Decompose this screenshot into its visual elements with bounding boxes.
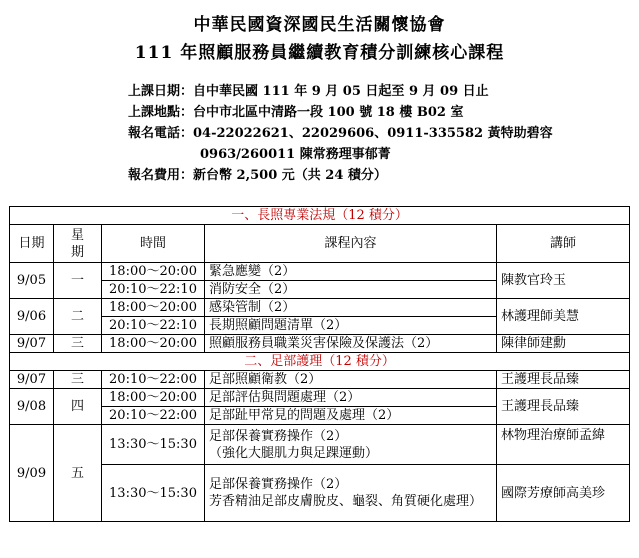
header-content: 課程內容 bbox=[205, 225, 497, 263]
row-content-line: （強化大腿肌力與足踝運動） bbox=[209, 445, 379, 461]
row-date: 9/09 bbox=[10, 425, 54, 522]
header-time: 時間 bbox=[102, 225, 205, 263]
row-weekday: 三 bbox=[54, 371, 102, 389]
row-date: 9/08 bbox=[10, 389, 54, 425]
section-title-long-term-care: 一、長照專業法規（12 積分） bbox=[10, 207, 630, 225]
row-weekday: 四 bbox=[54, 389, 102, 425]
schedule-table bbox=[9, 206, 630, 522]
row-content bbox=[205, 465, 497, 522]
table-row bbox=[10, 425, 630, 465]
course-dates: 上課日期：自中華民國 111 年 9 月 05 日起至 9 月 09 日止 bbox=[128, 84, 489, 99]
row-time: 13:30～15:30 bbox=[102, 465, 205, 522]
row-time: 13:30～15:30 bbox=[102, 425, 205, 465]
row-date: 9/06 bbox=[10, 299, 54, 335]
row-date: 9/07 bbox=[10, 335, 54, 353]
organization-title: 中華民國資深國民生活關懷協會 bbox=[193, 15, 446, 35]
row-weekday: 五 bbox=[54, 425, 102, 522]
row-teacher: 林物理治療師孟緯 bbox=[497, 425, 630, 465]
row-teacher: 陳教官玲玉 bbox=[497, 263, 630, 299]
row-time: 18:00～20:00 bbox=[102, 299, 205, 317]
row-content: 足部照顧衛教（2） bbox=[205, 371, 497, 389]
table-row bbox=[10, 335, 630, 353]
row-weekday: 三 bbox=[54, 335, 102, 353]
table-row bbox=[10, 299, 630, 317]
row-content: 感染管制（2） bbox=[205, 299, 497, 317]
row-weekday: 一 bbox=[54, 263, 102, 299]
row-teacher: 王護理長品臻 bbox=[497, 389, 630, 425]
registration-phone: 報名電話：04-22022621、22029606、0911-335582 黃特助碧容 bbox=[128, 126, 553, 141]
row-teacher: 陳律師建勳 bbox=[497, 335, 630, 353]
registration-phone-2: 0963/260011 陳常務理事郁菁 bbox=[200, 147, 391, 162]
row-content bbox=[205, 425, 497, 465]
section-title-foot-care: 二、足部護理（12 積分） bbox=[10, 353, 630, 371]
row-time: 20:10～22:00 bbox=[102, 371, 205, 389]
row-content: 緊急應變（2） bbox=[205, 263, 497, 281]
row-time: 18:00～20:00 bbox=[102, 263, 205, 281]
row-time: 20:10～22:00 bbox=[102, 407, 205, 425]
table-row bbox=[10, 263, 630, 281]
header-teacher: 講師 bbox=[497, 225, 630, 263]
row-date: 9/05 bbox=[10, 263, 54, 299]
section-row bbox=[10, 353, 630, 371]
row-content: 照顧服務員職業災害保險及保護法（2） bbox=[205, 335, 497, 353]
row-content: 長期照顧問題清單（2） bbox=[205, 317, 497, 335]
row-content: 消防安全（2） bbox=[205, 281, 497, 299]
row-weekday: 二 bbox=[54, 299, 102, 335]
section-row bbox=[10, 207, 630, 225]
row-teacher: 林護理師美慧 bbox=[497, 299, 630, 335]
header-row bbox=[10, 225, 630, 263]
row-time: 18:00～20:00 bbox=[102, 389, 205, 407]
course-location: 上課地點：台中市北區中清路一段 100 號 18 樓 B02 室 bbox=[128, 105, 464, 120]
header-weekday: 星期 bbox=[54, 225, 102, 263]
row-time: 20:10～22:10 bbox=[102, 317, 205, 335]
row-time: 18:00～20:00 bbox=[102, 335, 205, 353]
registration-fee: 報名費用：新台幣 2,500 元（共 24 積分） bbox=[128, 168, 387, 183]
row-teacher: 王護理長品臻 bbox=[497, 371, 630, 389]
row-teacher: 國際芳療師高美珍 bbox=[497, 465, 630, 522]
row-content: 足部評估與問題處理（2） bbox=[205, 389, 497, 407]
row-date: 9/07 bbox=[10, 371, 54, 389]
table-row bbox=[10, 465, 630, 522]
course-title: 111 年照顧服務員繼續教育積分訓練核心課程 bbox=[134, 43, 505, 63]
header-date: 日期 bbox=[10, 225, 54, 263]
row-time: 20:10～22:10 bbox=[102, 281, 205, 299]
table-row bbox=[10, 389, 630, 407]
row-content-line: 芳香精油足部皮膚脫皮、龜裂、角質硬化處理） bbox=[209, 494, 483, 509]
row-content-line: 足部保養實務操作（2） bbox=[209, 477, 348, 492]
row-content: 足部趾甲常見的問題及處理（2） bbox=[205, 407, 497, 425]
table-row bbox=[10, 371, 630, 389]
row-content-line: 足部保養實務操作（2） bbox=[209, 428, 348, 444]
